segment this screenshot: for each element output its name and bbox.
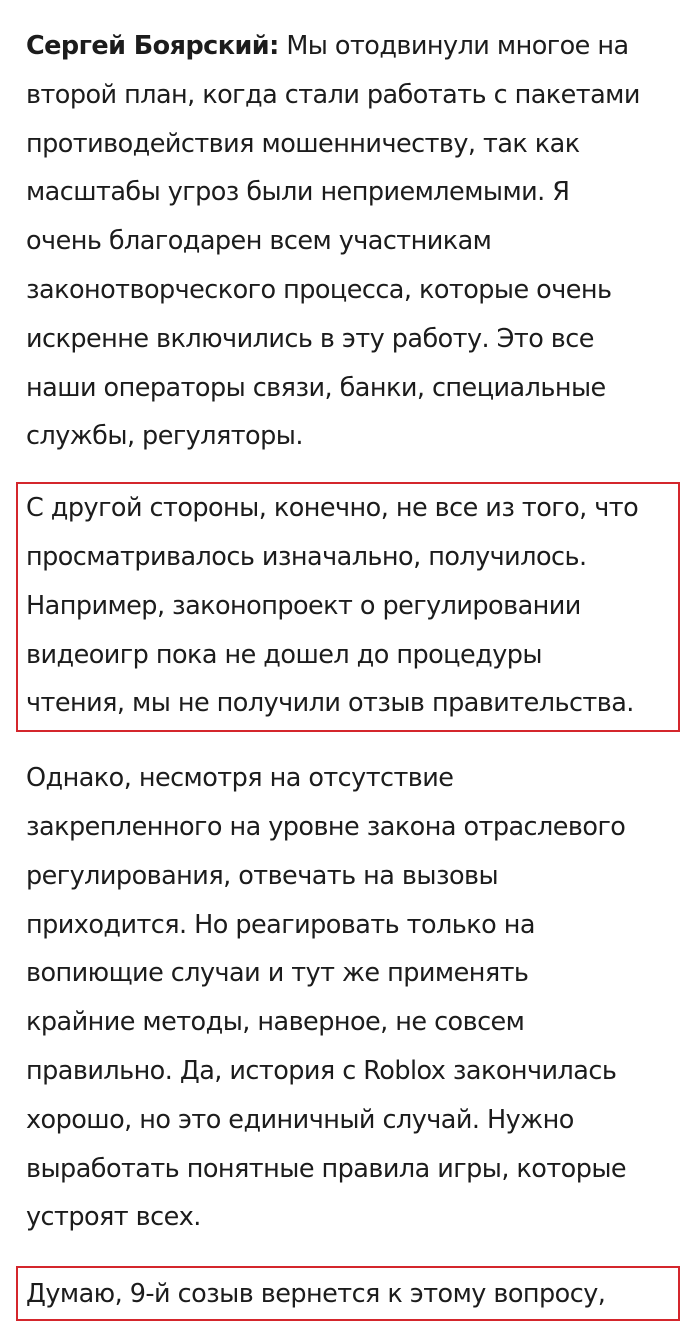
paragraph-3-text: Однако, несмотря на отсутствие закрепленного на уровне закона отраслевого регулирования, отвечать на вызовы приходится. Но реагировать только на вопиющие случаи и тут же применять крайние методы, наверное, не совсем правильно. Да, история с Roblox закончилась хорошо, но это единичный случай. Нужно выработать понятные правила игры, которые устроят всех. — [26, 763, 627, 1233]
highlighted-quote-2-text: Думаю, 9-й созыв вернется к этому вопросу, — [26, 1279, 606, 1310]
article-body — [26, 22, 682, 1321]
highlighted-quote-2 — [16, 1266, 680, 1321]
paragraph-1-text: Мы отодвинули многое на второй план, когда стали работать с пакетами противодействия мошенничеству, так как масштабы угроз были неприемлемыми. Я очень благодарен всем участникам законотворческого процесса, которые очень искренне включились в эту работу. Это все наши операторы связи, банки, специальные службы, регуляторы. — [26, 31, 640, 452]
speaker-name: Сергей Боярский: — [26, 31, 279, 61]
highlighted-quote-1 — [16, 482, 680, 732]
highlighted-quote-1-text: С другой стороны, конечно, не все из того, что просматривалось изначально, получилось. Например, законопроект о регулировании видеоигр пока не дошел до процедуры чтения, мы не получили отзыв правительства. — [26, 493, 639, 719]
paragraph-interview-answer — [26, 22, 682, 461]
